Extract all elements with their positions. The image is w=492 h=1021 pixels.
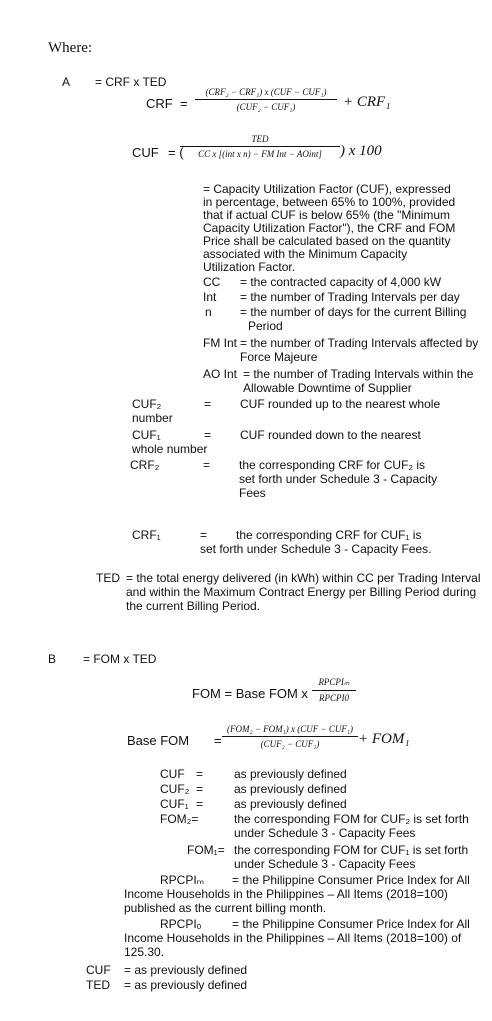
fom-lhs: FOM = Base FOM x bbox=[192, 686, 308, 701]
crf-denominator: (CUF₂ − CUF₁) bbox=[236, 102, 296, 112]
var-int-symbol: Int bbox=[203, 290, 217, 304]
b-final-cuf-desc: = as previously defined bbox=[124, 963, 248, 977]
base-fom-tail: + FOM₁ bbox=[358, 731, 410, 747]
b-def-cuf2-symbol: CUF₂ bbox=[160, 782, 190, 796]
crf1-line-1: the corresponding CRF for CUF₁ is bbox=[236, 528, 422, 542]
crf2-line-2: set forth under Schedule 3 - Capacity bbox=[239, 472, 438, 486]
var-n-symbol: n bbox=[205, 305, 212, 319]
b-def-cuf-desc: as previously defined bbox=[234, 767, 347, 781]
crf-fraction-bar bbox=[195, 99, 337, 100]
ted-symbol: TED bbox=[96, 571, 120, 585]
cuf-fraction-bar bbox=[180, 146, 340, 147]
b-def-fom1-desc: the corresponding FOM for CUF₁ is set forth bbox=[234, 843, 469, 857]
rpcpim-line-3: published as the current billing month. bbox=[124, 901, 327, 915]
base-fom-lhs: Base FOM bbox=[127, 733, 190, 748]
crf1-line-2: set forth under Schedule 3 - Capacity Fees. bbox=[200, 542, 432, 556]
cuf2-symbol: CUF₂ bbox=[132, 397, 162, 411]
crf2-line-3: Fees bbox=[239, 486, 266, 500]
rpcpim-line-2: Income Households in the Philippines – All Items (2018=100) bbox=[124, 887, 448, 901]
base-fom-equals: = bbox=[214, 733, 222, 748]
var-aoint-symbol: AO Int bbox=[203, 367, 238, 381]
section-b-definition: = FOM x TED bbox=[83, 652, 157, 666]
cuf-numerator: TED bbox=[251, 134, 269, 144]
base-fom-fraction bbox=[222, 724, 358, 749]
where-heading: Where: bbox=[48, 40, 93, 56]
var-int-desc: = the number of Trading Intervals per day bbox=[240, 290, 460, 304]
cuf-equals: = ( bbox=[168, 145, 184, 160]
crf1-symbol: CRF₁ bbox=[132, 528, 161, 542]
fom-fraction-bar bbox=[312, 690, 356, 691]
fom-denominator: RPCPI0 bbox=[319, 693, 349, 703]
ted-line-2: and within the Maximum Contract Energy per Billing Period during bbox=[126, 585, 477, 599]
cuf-lhs: CUF bbox=[132, 145, 159, 160]
crf2-equals: = bbox=[203, 458, 211, 472]
b-def-cuf1-desc: as previously defined bbox=[234, 797, 347, 811]
crf-lhs: CRF bbox=[146, 96, 173, 111]
b-def-fom1-desc-wrap: under Schedule 3 - Capacity Fees bbox=[234, 857, 416, 871]
section-a-letter: A bbox=[62, 75, 71, 89]
b-def-cuf2-desc: as previously defined bbox=[234, 782, 347, 796]
var-n-desc-wrap: Period bbox=[248, 319, 283, 333]
ted-line-3: the current Billing Period. bbox=[126, 599, 261, 613]
crf-numerator: (CRF₂ − CRF₁) x (CUF − CUF₁) bbox=[205, 87, 327, 97]
crf-fraction bbox=[195, 87, 337, 112]
rpcpio-line-2: Income Households in the Philippines – All Items (2018=100) of bbox=[124, 931, 462, 945]
b-def-fom2-desc-wrap: under Schedule 3 - Capacity Fees bbox=[234, 826, 416, 840]
var-n-desc: = the number of days for the current Billing bbox=[240, 305, 467, 319]
b-def-cuf2-equals: = bbox=[196, 782, 204, 796]
crf1-equals: = bbox=[200, 528, 208, 542]
crf2-symbol: CRF₂ bbox=[130, 458, 160, 472]
b-def-fom1-symbol: FOM₁= bbox=[187, 843, 225, 857]
cuf1-desc-wrap: whole number bbox=[132, 442, 208, 456]
base-fom-denominator: (CUF₂ − CUF₁) bbox=[260, 739, 320, 749]
rpcpio-line-1: = the Philippine Consumer Price Index for All bbox=[232, 917, 470, 931]
crf-tail: + CRF₁ bbox=[343, 94, 391, 110]
crf-equals: = bbox=[180, 96, 188, 111]
cuf-tail: ) x 100 bbox=[340, 143, 382, 159]
b-final-ted-symbol: TED bbox=[86, 978, 110, 992]
var-fmint-desc: = the number of Trading Intervals affected by bbox=[240, 336, 479, 350]
cuf2-equals: = bbox=[204, 397, 212, 411]
base-fom-numerator: (FOM₂ − FOM₁) x (CUF − CUF₁) bbox=[226, 724, 353, 734]
cuf1-desc: CUF rounded down to the nearest bbox=[240, 428, 421, 442]
crf2-line-1: the corresponding CRF for CUF₂ is bbox=[239, 458, 426, 472]
var-fmint-desc-wrap: Force Majeure bbox=[240, 350, 318, 364]
var-fmint-symbol: FM Int bbox=[203, 336, 238, 350]
cuf-fraction bbox=[180, 134, 340, 159]
base-fom-fraction-bar bbox=[222, 736, 358, 737]
cuf1-equals: = bbox=[204, 428, 212, 442]
var-cc-desc: = the contracted capacity of 4,000 kW bbox=[240, 275, 442, 289]
b-def-fom2-desc: the corresponding FOM for CUF₂ is set forth bbox=[234, 812, 469, 826]
rpcpio-line-3: 125.30. bbox=[124, 945, 165, 959]
var-aoint-desc: = the number of Trading Intervals within the bbox=[243, 367, 474, 381]
b-def-cuf-equals: = bbox=[196, 767, 204, 781]
b-def-cuf1-equals: = bbox=[196, 797, 204, 811]
rpcpim-line-1: = the Philippine Consumer Price Index for All bbox=[232, 873, 470, 887]
cuf-description: = Capacity Utilization Factor (CUF), expressed in percentage, between 65% to 100%, provided that if actual CUF is below 65% (the "Minimum Capacity Utilization Factor"), the CRF and FOM Price shall be calculated based on the quantity associated with the Minimum Capacity Utilization Factor. bbox=[203, 182, 456, 274]
b-final-cuf-symbol: CUF bbox=[86, 963, 111, 977]
b-def-fom2-symbol: FOM₂= bbox=[160, 812, 199, 826]
ted-line-1: = the total energy delivered (in kWh) within CC per Trading Interval bbox=[126, 571, 481, 585]
cuf1-symbol: CUF₁ bbox=[132, 428, 161, 442]
b-final-ted-desc: = as previously defined bbox=[124, 978, 248, 992]
fom-fraction bbox=[312, 677, 356, 703]
b-def-cuf1-symbol: CUF₁ bbox=[160, 797, 189, 811]
section-a-definition: = CRF x TED bbox=[95, 75, 167, 89]
var-aoint-desc-wrap: Allowable Downtime of Supplier bbox=[243, 381, 412, 395]
section-b-letter: B bbox=[48, 652, 57, 666]
rpcpio-symbol: RPCPIₒ bbox=[160, 917, 202, 931]
rpcpim-symbol: RPCPIₘ bbox=[160, 873, 205, 887]
fom-numerator: RPCPIₘ bbox=[318, 677, 350, 687]
cuf-denominator: CC x [(int x n) − FM Int − AOint] bbox=[198, 149, 322, 159]
b-def-cuf-symbol: CUF bbox=[160, 767, 185, 781]
cuf2-desc: CUF rounded up to the nearest whole bbox=[240, 397, 441, 411]
var-cc-symbol: CC bbox=[203, 275, 221, 289]
cuf2-desc-wrap: number bbox=[132, 411, 173, 425]
